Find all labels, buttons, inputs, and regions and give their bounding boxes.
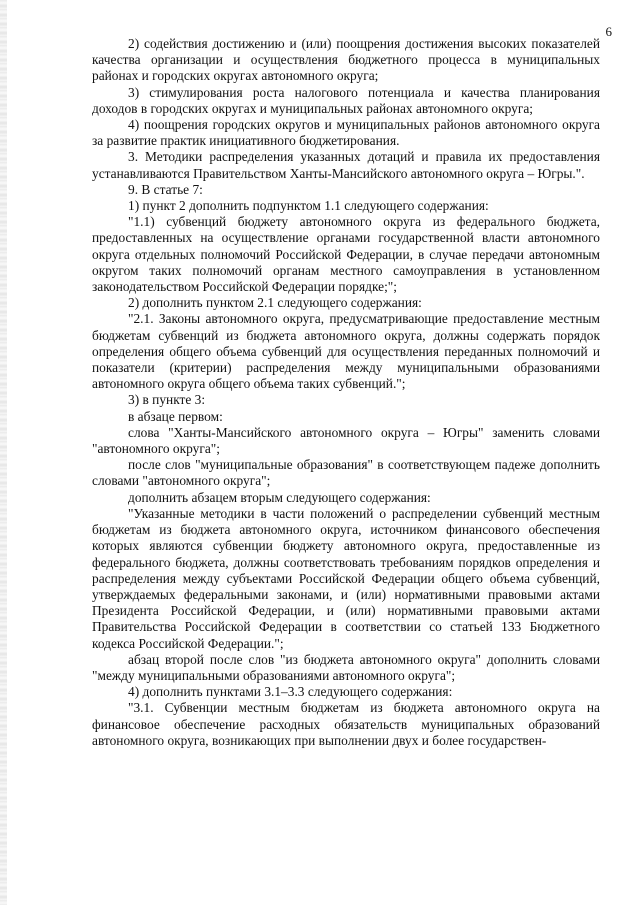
- scan-edge: [0, 0, 7, 905]
- paragraph: слова "Ханты-Мансийского автономного округа – Югры" заменить словами "автономного округа";: [92, 424, 600, 457]
- paragraph: "2.1. Законы автономного округа, предусматривающие предоставление местным бюджетам субвенций из бюджета автономного округа, должны содержать порядок определения общего объема субвенций для осуществления переданных полномочий и показатели (критерии) распределения между муниципальными образованиями автономного округа общего объема таких субвенций.";: [92, 311, 600, 392]
- paragraph: 1) пункт 2 дополнить подпунктом 1.1 следующего содержания:: [128, 198, 489, 214]
- paragraph: в абзаце первом:: [128, 408, 223, 424]
- paragraph: 4) поощрения городских округов и муниципальных районов автономного округа за развитие практик инициативного бюджетирования.: [92, 117, 600, 149]
- paragraph: 3) стимулирования роста налогового потенциала и качества планирования доходов в городских округах и муниципальных районах автономного округа;: [92, 84, 600, 116]
- paragraph: 2) содействия достижению и (или) поощрения достижения высоких показателей качества организации и осуществления бюджетного процесса в муниципальных районах и городских округах автономного округа;: [92, 36, 600, 84]
- paragraph: "3.1. Субвенции местным бюджетам из бюджета автономного округа на финансовое обеспечение расходных обязательств муниципальных образований автономного округа, возникающих при выполнении двух и более государствен-: [92, 700, 600, 748]
- paragraph: после слов "муниципальные образования" в соответствующем падеже дополнить словами "автономного округа";: [92, 457, 600, 489]
- paragraph: 4) дополнить пунктами 3.1–3.3 следующего содержания:: [128, 684, 453, 700]
- paragraph: "Указанные методики в части положений о распределении субвенций местным бюджетам из бюджета автономного округа, источником финансового обеспечения которых являются субвенции бюджету автономного округа, предоставленные из федерального бюджета, должны соответствовать требованиям порядков определения и распределения между субъектами Российской Федерации общего объема субвенций, утверждаемых федеральными законами, и (или) нормативными правовыми актами Президента Российской Федерации, и (или) нормативными правовыми актами Правительства Российской Федерации в соответствии со статьей 133 Бюджетного кодекса Российской Федерации.";: [92, 505, 600, 651]
- paragraph: 3) в пункте 3:: [128, 392, 206, 408]
- page-number: 6: [605, 24, 612, 39]
- paragraph: абзац второй после слов "из бюджета автономного округа" дополнить словами "между муниципальными образованиями автономного округа";: [92, 651, 600, 683]
- paragraph: 2) дополнить пунктом 2.1 следующего содержания:: [128, 295, 422, 311]
- paragraph: 9. В статье 7:: [128, 181, 203, 197]
- paragraph: дополнить абзацем вторым следующего содержания:: [128, 489, 431, 505]
- paragraph: 3. Методики распределения указанных дотаций и правила их предоставления устанавливаются Правительством Ханты-Мансийского автономного округа – Югры.".: [92, 149, 600, 181]
- document-body: [92, 36, 600, 749]
- paragraph: "1.1) субвенций бюджету автономного округа из федерального бюджета, предоставленных на осуществление органами государственной власти автономного округа отдельных полномочий Российской Федерации, в случае передачи автономным округом таких полномочий органам местного самоуправления в установленном законодательством Российской Федерации порядке;";: [92, 214, 600, 295]
